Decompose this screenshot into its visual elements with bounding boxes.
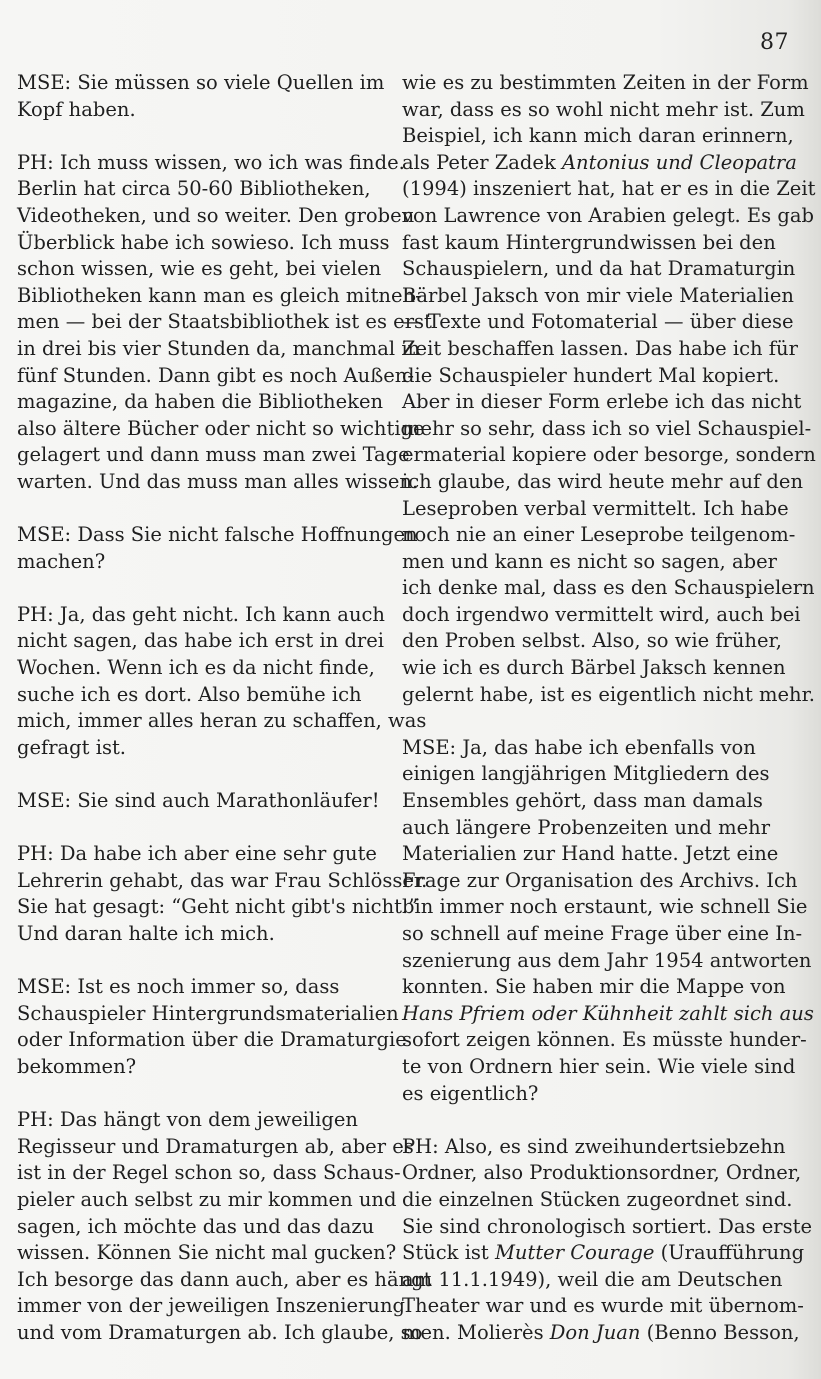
paragraph-ph-5 — [402, 1134, 812, 1347]
text-line: wie ich es durch Bärbel Jaksch kennen — [402, 656, 786, 680]
paragraph-mse-1 — [17, 70, 387, 123]
text-line: mich, immer alles heran zu schaffen, was — [17, 709, 427, 733]
text-line: mehr so sehr, dass ich so viel Schauspiel- — [402, 416, 812, 440]
text-line: wie es zu bestimmten Zeiten in der Form — [402, 71, 809, 94]
text-line — [402, 150, 797, 177]
text-run: als Peter Zadek — [402, 150, 562, 174]
text-line: ermaterial kopiere oder besorge, sondern — [402, 443, 816, 467]
text-line: nicht sagen, das habe ich erst in drei — [17, 629, 385, 653]
text-line: machen? — [17, 549, 106, 573]
paragraph-ph-2 — [17, 602, 427, 762]
text-line: Überblick habe ich sowieso. Ich muss — [17, 230, 390, 254]
text-line: Lehrerin gehabt, das war Frau Schlösser. — [17, 868, 428, 892]
paragraph-ph-1 — [17, 150, 432, 496]
text-line: fast kaum Hintergrundwissen bei den — [402, 230, 776, 254]
text-line: Kopf haben. — [17, 97, 136, 121]
text-line: MSE: Ja, das habe ich ebenfalls von — [402, 735, 756, 759]
text-line: men — bei der Staatsbibliothek ist es erst — [17, 310, 432, 334]
text-line: warten. Und das muss man alles wissen. — [17, 469, 419, 493]
text-line: doch irgendwo vermittelt wird, auch bei — [402, 602, 801, 626]
text-line: auch längere Probenzeiten und mehr — [402, 815, 771, 839]
text-line: men und kann es nicht so sagen, aber — [402, 549, 777, 573]
text-line: noch nie an einer Leseprobe teilgenom- — [402, 523, 796, 547]
text-line: gefragt ist. — [17, 735, 126, 759]
text-line: — Texte und Fotomaterial — über diese — [402, 310, 794, 334]
page-number: 87 — [760, 30, 789, 55]
text-line: in drei bis vier Stunden da, manchmal in — [17, 336, 421, 360]
text-line: gelagert und dann muss man zwei Tage — [17, 443, 410, 467]
left-column — [17, 70, 432, 1347]
text-line: Schauspieler Hintergrundsmaterialien — [17, 1001, 399, 1025]
text-line: pieler auch selbst zu mir kommen und — [17, 1187, 397, 1211]
text-line: fünf Stunden. Dann gibt es noch Außen- — [17, 363, 414, 387]
text-line: PH: Ich muss wissen, wo ich was finde. — [17, 150, 405, 174]
text-line: bin immer noch erstaunt, wie schnell Sie — [402, 895, 808, 919]
text-line: PH: Also, es sind zweihundertsiebzehn — [402, 1134, 786, 1158]
text-line: szenierung aus dem Jahr 1954 antworten — [402, 948, 812, 972]
text-line: MSE: Sie sind auch Marathonläufer! — [17, 789, 380, 813]
work-title: Mutter Courage — [494, 1241, 655, 1265]
text-line: konnten. Sie haben mir die Mappe von — [402, 975, 786, 999]
text-line: Regisseur und Dramaturgen ab, aber es — [17, 1134, 414, 1158]
paragraph-mse-3 — [17, 788, 387, 815]
text-line: Bärbel Jaksch von mir viele Materialien — [402, 283, 794, 307]
text-line: wissen. Können Sie nicht mal gucken? — [17, 1241, 397, 1265]
text-line: Zeit beschaffen lassen. Das habe ich für — [402, 336, 798, 360]
text-line: MSE: Sie müssen so viele Quellen im — [17, 71, 385, 94]
text-line: Theater war und es wurde mit übernom- — [402, 1294, 804, 1318]
text-line: gelernt habe, ist es eigentlich nicht mehr. — [402, 682, 815, 706]
text-line: Bibliotheken kann man es gleich mitneh- — [17, 283, 422, 307]
text-line: die einzelnen Stücken zugeordnet sind. — [402, 1187, 793, 1211]
paragraph-ph-3 — [17, 841, 428, 947]
paragraph-ph-4 — [17, 1107, 432, 1346]
text-run: men. Molierès — [402, 1320, 550, 1344]
text-run: (Uraufführung — [654, 1241, 805, 1265]
text-line: sofort zeigen können. Es müsste hunder- — [402, 1028, 807, 1052]
text-line: Materialien zur Hand hatte. Jetzt eine — [402, 842, 779, 866]
text-line: PH: Da habe ich aber eine sehr gute — [17, 842, 377, 866]
text-line: Aber in dieser Form erlebe ich das nicht — [402, 390, 802, 414]
text-line: von Lawrence von Arabien gelegt. Es gab — [402, 203, 814, 227]
text-line: sagen, ich möchte das und das dazu — [17, 1214, 375, 1238]
text-line: war, dass es so wohl nicht mehr ist. Zum — [402, 97, 805, 121]
text-run: Stück ist — [402, 1241, 495, 1265]
right-column — [402, 70, 816, 1347]
text-line: PH: Das hängt von dem jeweiligen — [17, 1108, 358, 1132]
text-line: ich glaube, das wird heute mehr auf den — [402, 469, 804, 493]
work-title: Antonius und Cleopatra — [561, 150, 797, 174]
text-line: Schauspielern, und da hat Dramaturgin — [402, 257, 796, 281]
text-line: bekommen? — [17, 1054, 137, 1078]
text-line: Leseproben verbal vermittelt. Ich habe — [402, 496, 789, 520]
work-title: Don Juan — [549, 1320, 641, 1344]
text-line: also ältere Bücher oder nicht so wichtige — [17, 416, 425, 440]
text-line: schon wissen, wie es geht, bei vielen — [17, 257, 382, 281]
text-line: die Schauspieler hundert Mal kopiert. — [402, 363, 780, 387]
paragraph-mse-2 — [17, 522, 418, 575]
text-line: Videotheken, und so weiter. Den groben — [17, 203, 415, 227]
text-line — [402, 1240, 805, 1267]
text-line: den Proben selbst. Also, so wie früher, — [402, 629, 782, 653]
text-line: MSE: Ist es noch immer so, dass — [17, 975, 340, 999]
text-line: immer von der jeweiligen Inszenierung — [17, 1294, 405, 1318]
paragraph-mse-5 — [402, 735, 814, 1107]
text-line: Und daran halte ich mich. — [17, 922, 275, 945]
text-line: Sie sind chronologisch sortiert. Das erste — [402, 1214, 812, 1238]
text-line: Beispiel, ich kann mich daran erinnern, — [402, 124, 794, 148]
text-line: oder Information über die Dramaturgie — [17, 1028, 407, 1052]
text-line — [402, 1001, 814, 1028]
text-line: Frage zur Organisation des Archivs. Ich — [402, 868, 798, 892]
text-line: PH: Ja, das geht nicht. Ich kann auch — [17, 602, 385, 626]
text-line: ist in der Regel schon so, dass Schaus- — [17, 1161, 401, 1185]
text-run: (Benno Besson, — [640, 1320, 800, 1344]
text-line: MSE: Dass Sie nicht falsche Hoffnungen — [17, 523, 418, 547]
paragraph-ph-continued — [402, 70, 816, 708]
text-line: Ich besorge das dann auch, aber es hängt — [17, 1267, 432, 1291]
text-line: Wochen. Wenn ich es da nicht finde, — [17, 656, 375, 680]
text-line: te von Ordnern hier sein. Wie viele sind — [402, 1054, 796, 1078]
text-line: suche ich es dort. Also bemühe ich — [17, 682, 362, 706]
text-line: es eigentlich? — [402, 1081, 539, 1105]
work-title: Hans Pfriem oder Kühnheit zahlt sich aus — [402, 1001, 814, 1025]
text-line: ich denke mal, dass es den Schauspielern — [402, 576, 815, 600]
text-line: magazine, da haben die Bibliotheken — [17, 390, 384, 414]
text-line: Berlin hat circa 50-60 Bibliotheken, — [17, 177, 371, 201]
text-line: einigen langjährigen Mitgliedern des — [402, 762, 770, 786]
text-line: Sie hat gesagt: “Geht nicht gibt's nicht.” — [17, 895, 419, 919]
text-line: Ordner, also Produktionsordner, Ordner, — [402, 1161, 802, 1185]
text-line: und vom Dramaturgen ab. Ich glaube, so — [17, 1320, 423, 1344]
text-line: Ensembles gehört, dass man damals — [402, 789, 763, 813]
paragraph-mse-4 — [17, 974, 407, 1080]
text-line: am 11.1.1949), weil die am Deutschen — [402, 1267, 783, 1291]
text-line: (1994) inszeniert hat, hat er es in die Zeit — [402, 177, 816, 201]
text-line — [402, 1320, 800, 1347]
text-line: so schnell auf meine Frage über eine In- — [402, 922, 803, 945]
